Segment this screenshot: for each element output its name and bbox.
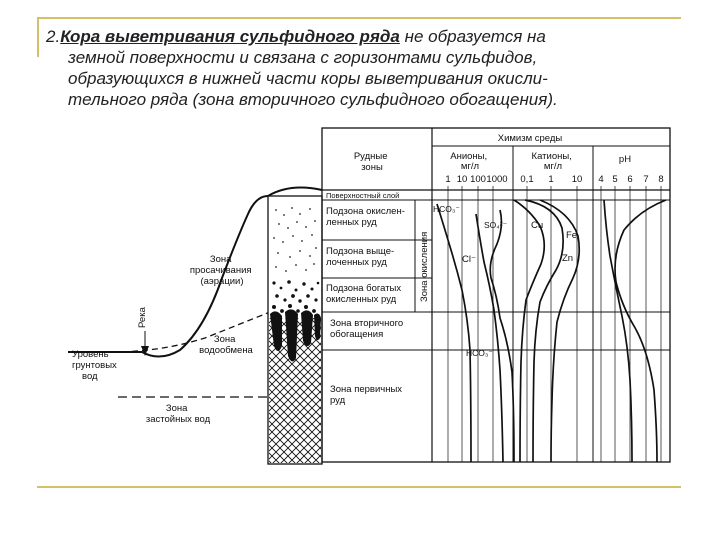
label-hco3-top: HCO₃⁻ <box>433 204 460 214</box>
cation-tick: 0,1 <box>520 174 534 185</box>
label-so4: SO₄²⁻ <box>484 220 508 230</box>
chem-header: Химизм среды <box>497 133 563 144</box>
label-zn: Zn <box>562 253 574 264</box>
anion-tick: 1000 <box>486 174 508 185</box>
row-surface-layer: Поверхностный слой <box>326 191 400 200</box>
label-cu: Cu <box>531 220 544 231</box>
ph-tick: 7 <box>643 174 649 185</box>
ore-zones-header: Рудные зоны <box>353 151 388 173</box>
ph-tick: 6 <box>627 174 633 185</box>
heading-emphasis: Кора выветривания сульфидного ряда <box>60 27 400 46</box>
stagnant-label: Зона застойных вод <box>145 403 211 425</box>
percolation-label: Зона просачивания (аэрации) <box>189 254 252 287</box>
label-fe: Fe <box>566 230 578 241</box>
ph-tick: 8 <box>658 174 664 185</box>
row-primary-ores: Зона первичных руд <box>330 384 403 406</box>
anions-header: Анионы, мг/л <box>450 151 488 172</box>
water-exchange-label: Зона водообмена <box>199 334 253 356</box>
ph-header: pH <box>618 154 632 165</box>
cu-curve <box>514 200 544 462</box>
hco3-curve <box>437 204 471 462</box>
ph-tick: 5 <box>612 174 618 185</box>
groundwater-label: Уровень грунтовых вод <box>72 349 117 382</box>
label-hco3-bottom: HCO₃⁻ <box>466 348 493 358</box>
row-rich-oxide-ores: Подзона богатых окисленных руд <box>326 283 402 305</box>
cross-section <box>68 188 322 464</box>
ph-curve-high <box>604 200 632 462</box>
chemistry-table <box>322 128 670 462</box>
cation-tick: 1 <box>548 174 554 185</box>
row-leached-ores: Подзона выще- лоченных руд <box>326 246 395 268</box>
heading-line3: образующихся в нижней части коры выветривания окисли- <box>68 69 548 88</box>
relief-label: Река <box>137 307 148 328</box>
cation-tick: 10 <box>571 174 583 185</box>
anion-tick: 10 <box>456 174 468 185</box>
label-cl: Cl⁻ <box>462 254 476 265</box>
row-oxidized-ores: Подзона окислен- ленных руд <box>326 206 405 228</box>
concentration-curves <box>437 200 666 462</box>
oxidation-zone-label: Зона окисления <box>419 231 430 302</box>
cations-header: Катионы, мг/л <box>531 151 572 172</box>
ph-tick: 4 <box>598 174 604 185</box>
bottom-rule <box>37 486 681 488</box>
heading-line4: тельного ряда (зона вторичного сульфидного обогащения). <box>68 90 558 109</box>
heading-line2: земной поверхности и связана с горизонтами сульфидов, <box>68 48 538 67</box>
heading-line1-rest: не образуется на <box>404 27 546 46</box>
row-secondary-enrichment: Зона вторичного обогащения <box>330 318 404 340</box>
ph-curve-low <box>615 200 666 462</box>
anion-tick: 100 <box>470 174 486 185</box>
cap-profile <box>268 188 322 196</box>
cl-curve <box>476 214 503 462</box>
heading-number: 2. <box>46 27 61 46</box>
anion-tick: 1 <box>445 174 451 185</box>
